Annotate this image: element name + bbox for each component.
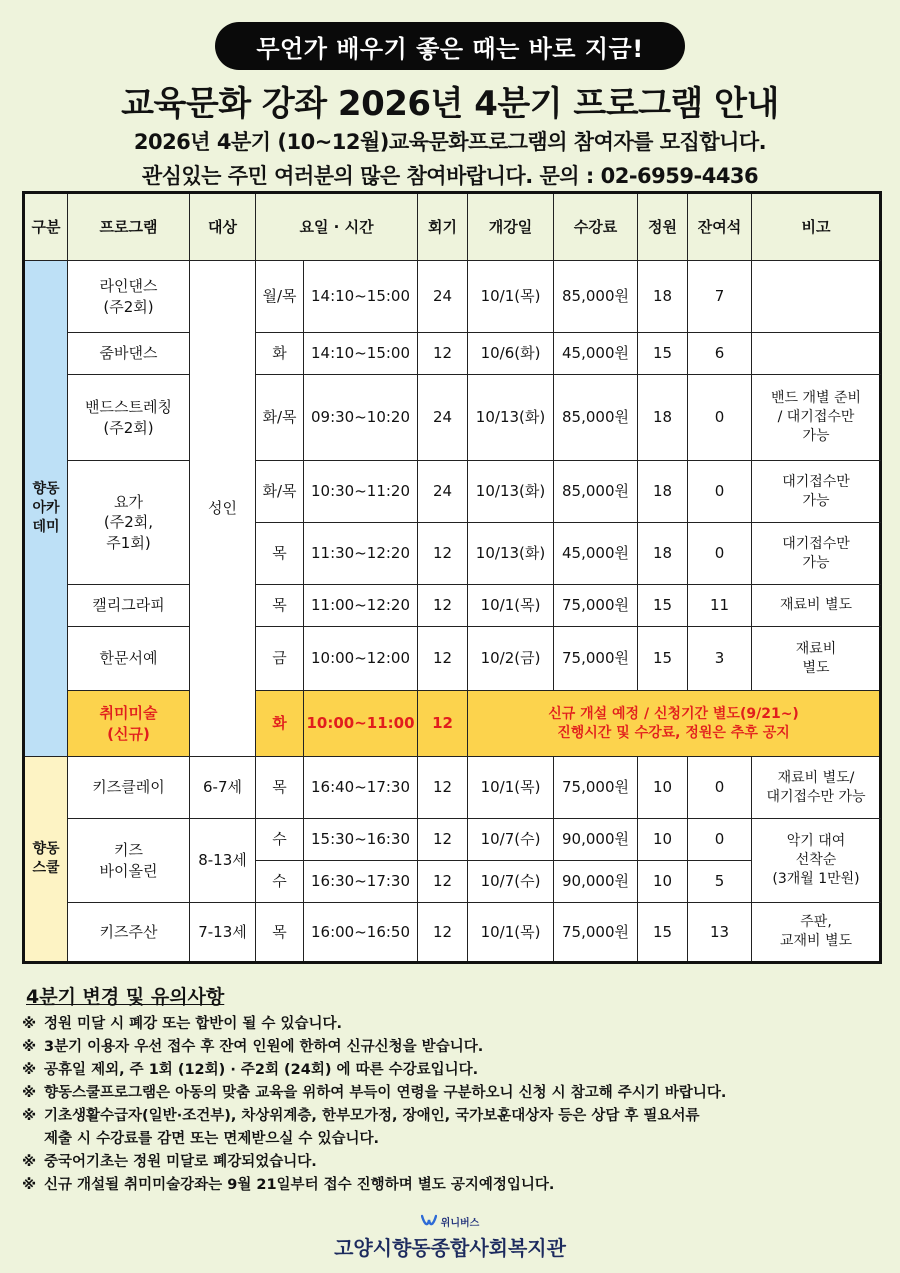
table-row — [24, 819, 881, 861]
note-text: 향동스쿨프로그램은 아동의 맞춤 교육을 위하여 부득이 연령을 구분하오니 신청 시 참고해 주시기 바랍니다. — [44, 1085, 727, 1101]
table-header-row — [24, 193, 881, 261]
remaining-seats: 6 — [688, 333, 752, 375]
target-age: 7-13세 — [190, 903, 256, 963]
fee: 45,000원 — [554, 523, 638, 585]
fee: 90,000원 — [554, 861, 638, 903]
session-count: 12 — [418, 585, 468, 627]
note: 악기 대여 선착순 (3개월 1만원) — [752, 819, 881, 903]
note-item — [22, 1151, 892, 1174]
session-count: 12 — [418, 333, 468, 375]
table-row — [24, 261, 881, 333]
class-time: 14:10~15:00 — [304, 333, 418, 375]
start-date: 10/13(화) — [468, 461, 554, 523]
header-fee: 수강료 — [554, 193, 638, 261]
start-date: 10/1(목) — [468, 757, 554, 819]
note — [752, 333, 881, 375]
note: 주판, 교재비 별도 — [752, 903, 881, 963]
program-name: 밴드스트레칭 (주2회) — [68, 375, 190, 461]
class-time: 14:10~15:00 — [304, 261, 418, 333]
class-day: 목 — [256, 523, 304, 585]
header-target: 대상 — [190, 193, 256, 261]
session-count: 12 — [418, 627, 468, 691]
note-text: 신규 개설될 취미미술강좌는 9월 21일부터 접수 진행하며 별도 공지예정입니다. — [44, 1177, 555, 1193]
start-date: 10/7(수) — [468, 819, 554, 861]
session-count: 12 — [418, 523, 468, 585]
capacity: 18 — [638, 523, 688, 585]
program-name: 한문서예 — [68, 627, 190, 691]
notes-section — [22, 982, 892, 1197]
note: 대기접수만 가능 — [752, 523, 881, 585]
note-item — [22, 1036, 892, 1059]
schedule-table — [22, 191, 882, 964]
class-time: 10:00~12:00 — [304, 627, 418, 691]
fee: 75,000원 — [554, 585, 638, 627]
fee: 45,000원 — [554, 333, 638, 375]
class-time: 15:30~16:30 — [304, 819, 418, 861]
remaining-seats: 0 — [688, 375, 752, 461]
class-time: 16:00~16:50 — [304, 903, 418, 963]
target-adult: 성인 — [190, 261, 256, 757]
subtitle-recruit: 2026년 4분기 (10~12월)교육문화프로그램의 참여자를 모집합니다. — [133, 130, 767, 154]
capacity: 18 — [638, 375, 688, 461]
note-text: 공휴일 제외, 주 1회 (12회) · 주2회 (24회) 에 따른 수강료입니다. — [44, 1062, 479, 1078]
remaining-seats: 0 — [688, 819, 752, 861]
program-name: 라인댄스 (주2회) — [68, 261, 190, 333]
header-capacity: 정원 — [638, 193, 688, 261]
header-category: 구분 — [24, 193, 68, 261]
note-bullet: ※ — [22, 1085, 37, 1101]
fee: 85,000원 — [554, 375, 638, 461]
table-row — [24, 375, 881, 461]
table-row — [24, 333, 881, 375]
logo-icon — [421, 1214, 437, 1228]
new-class-notice: 신규 개설 예정 / 신청기간 별도(9/21~) 진행시간 및 수강료, 정원은 추후 공지 — [468, 691, 881, 757]
table-row-new — [24, 691, 881, 757]
class-time: 11:30~12:20 — [304, 523, 418, 585]
category-academy: 향동 아카 데미 — [24, 261, 68, 757]
capacity: 10 — [638, 819, 688, 861]
note-item — [22, 1082, 892, 1105]
program-name: 줌바댄스 — [68, 333, 190, 375]
organization-name: 고양시향동종합사회복지관 — [334, 1236, 566, 1260]
note-text: 중국어기초는 정원 미달로 폐강되었습니다. — [44, 1154, 317, 1170]
start-date: 10/6(화) — [468, 333, 554, 375]
header-remaining: 잔여석 — [688, 193, 752, 261]
header-sessions: 회기 — [418, 193, 468, 261]
session-count: 12 — [418, 861, 468, 903]
note-bullet: ※ — [22, 1062, 37, 1078]
notes-title: 4분기 변경 및 유의사항 — [26, 986, 225, 1008]
note — [752, 261, 881, 333]
schedule-table-wrapper — [22, 191, 879, 964]
remaining-seats: 5 — [688, 861, 752, 903]
note: 재료비 별도 — [752, 627, 881, 691]
fee: 85,000원 — [554, 261, 638, 333]
note-text: 정원 미달 시 폐강 또는 합반이 될 수 있습니다. — [44, 1016, 343, 1032]
header-program: 프로그램 — [68, 193, 190, 261]
fee: 75,000원 — [554, 903, 638, 963]
note: 재료비 별도/ 대기접수만 가능 — [752, 757, 881, 819]
note-item — [22, 1013, 892, 1036]
note-text: 기초생활수급자(일반·조건부), 차상위계층, 한부모가정, 장애인, 국가보훈대상자 등은 상담 후 필요서류 제출 시 수강료를 감면 또는 면제받으실 수 있습니다. — [44, 1108, 700, 1147]
target-age: 6-7세 — [190, 757, 256, 819]
note: 대기접수만 가능 — [752, 461, 881, 523]
fee: 90,000원 — [554, 819, 638, 861]
table-row — [24, 461, 881, 523]
note-bullet: ※ — [22, 1154, 37, 1170]
class-day: 금 — [256, 627, 304, 691]
remaining-seats: 11 — [688, 585, 752, 627]
fee: 75,000원 — [554, 757, 638, 819]
remaining-seats: 0 — [688, 523, 752, 585]
header-note: 비고 — [752, 193, 881, 261]
class-day: 수 — [256, 861, 304, 903]
class-day: 화 — [256, 691, 304, 757]
note-bullet: ※ — [22, 1016, 37, 1032]
note-bullet: ※ — [22, 1177, 37, 1193]
remaining-seats: 0 — [688, 461, 752, 523]
header-day-time: 요일 · 시간 — [256, 193, 418, 261]
note: 재료비 별도 — [752, 585, 881, 627]
logo-text: 위니버스 — [440, 1217, 480, 1229]
start-date: 10/13(화) — [468, 523, 554, 585]
organization-logo — [330, 1212, 570, 1230]
subtitle-contact: 관심있는 주민 여러분의 많은 참여바랍니다. 문의 : 02-6959-4436 — [141, 164, 759, 188]
note-bullet: ※ — [22, 1039, 37, 1055]
start-date: 10/1(목) — [468, 585, 554, 627]
session-count: 12 — [418, 903, 468, 963]
session-count: 12 — [418, 819, 468, 861]
capacity: 10 — [638, 861, 688, 903]
capacity: 10 — [638, 757, 688, 819]
header-start-date: 개강일 — [468, 193, 554, 261]
class-day: 월/목 — [256, 261, 304, 333]
footer — [330, 1212, 570, 1261]
note: 밴드 개별 준비 / 대기접수만 가능 — [752, 375, 881, 461]
class-day: 화 — [256, 333, 304, 375]
note-bullet: ※ — [22, 1108, 37, 1124]
class-day: 목 — [256, 903, 304, 963]
capacity: 15 — [638, 627, 688, 691]
program-name: 캘리그라피 — [68, 585, 190, 627]
remaining-seats: 7 — [688, 261, 752, 333]
class-time: 09:30~10:20 — [304, 375, 418, 461]
program-name: 키즈 바이올린 — [68, 819, 190, 903]
capacity: 18 — [638, 261, 688, 333]
capacity: 15 — [638, 333, 688, 375]
session-count: 12 — [418, 757, 468, 819]
table-row — [24, 903, 881, 963]
fee: 75,000원 — [554, 627, 638, 691]
program-name: 키즈클레이 — [68, 757, 190, 819]
remaining-seats: 0 — [688, 757, 752, 819]
program-name-new: 취미미술 (신규) — [68, 691, 190, 757]
start-date: 10/7(수) — [468, 861, 554, 903]
capacity: 18 — [638, 461, 688, 523]
session-count: 24 — [418, 461, 468, 523]
target-age: 8-13세 — [190, 819, 256, 903]
capacity: 15 — [638, 585, 688, 627]
note-item — [22, 1059, 892, 1082]
table-row — [24, 585, 881, 627]
notes-list — [22, 1013, 892, 1197]
class-time: 16:30~17:30 — [304, 861, 418, 903]
table-row — [24, 627, 881, 691]
class-day: 화/목 — [256, 461, 304, 523]
session-count: 24 — [418, 261, 468, 333]
class-time: 10:30~11:20 — [304, 461, 418, 523]
start-date: 10/2(금) — [468, 627, 554, 691]
capacity: 15 — [638, 903, 688, 963]
class-time: 11:00~12:20 — [304, 585, 418, 627]
class-day: 화/목 — [256, 375, 304, 461]
start-date: 10/1(목) — [468, 261, 554, 333]
session-count: 24 — [418, 375, 468, 461]
note-item — [22, 1105, 892, 1151]
class-time: 16:40~17:30 — [304, 757, 418, 819]
class-day: 수 — [256, 819, 304, 861]
program-name: 키즈주산 — [68, 903, 190, 963]
class-day: 목 — [256, 585, 304, 627]
note-item — [22, 1174, 892, 1197]
start-date: 10/1(목) — [468, 903, 554, 963]
category-school: 향동 스쿨 — [24, 757, 68, 963]
program-name: 요가 (주2회, 주1회) — [68, 461, 190, 585]
class-time: 10:00~11:00 — [304, 691, 418, 757]
remaining-seats: 3 — [688, 627, 752, 691]
page-title: 교육문화 강좌 2026년 4분기 프로그램 안내 — [121, 84, 779, 124]
remaining-seats: 13 — [688, 903, 752, 963]
fee: 85,000원 — [554, 461, 638, 523]
note-text: 3분기 이용자 우선 접수 후 잔여 인원에 한하여 신규신청을 받습니다. — [44, 1039, 484, 1055]
slogan-banner: 무언가 배우기 좋은 때는 바로 지금! — [215, 22, 685, 70]
start-date: 10/13(화) — [468, 375, 554, 461]
table-row — [24, 757, 881, 819]
session-count: 12 — [418, 691, 468, 757]
class-day: 목 — [256, 757, 304, 819]
